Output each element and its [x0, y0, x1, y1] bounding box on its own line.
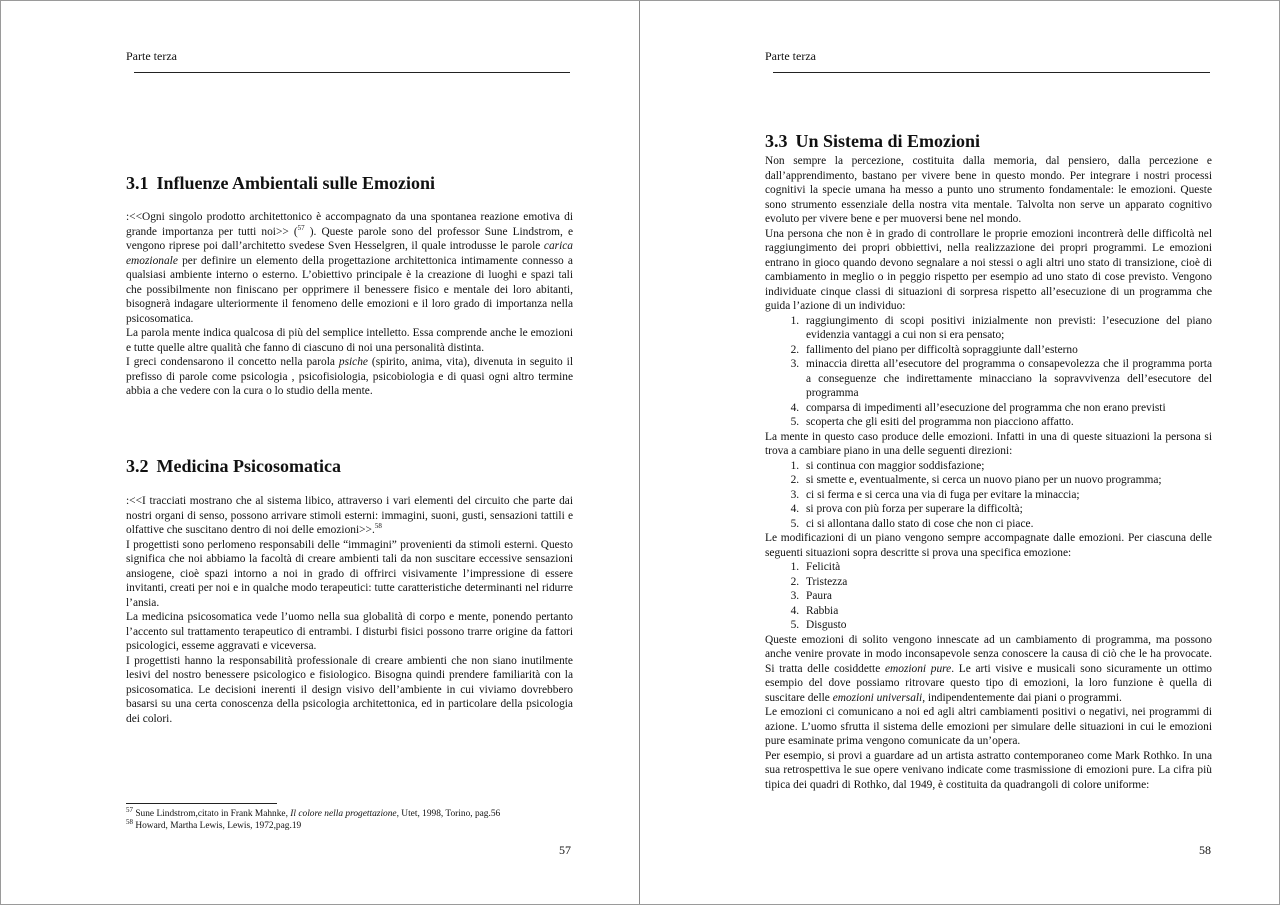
section-title: Medicina Psicosomatica	[156, 456, 341, 476]
section-3-2-body	[126, 494, 573, 726]
list-item: 2. si smette e, eventualmente, si cerca un nuovo piano per un nuovo programma;	[802, 473, 1212, 488]
section-number: 3.2	[126, 456, 149, 476]
section-title: Influenze Ambientali sulle Emozioni	[156, 173, 436, 193]
section-heading-3-2	[126, 456, 341, 477]
text: :<<I tracciati mostrano che al sistema libico, attraverso i vari elementi del circuito che parte dai nostri organi di senso, possono arrivare stimoli esterni: immagini, suoni, gusti, sensazioni tattili e olfattive che suscitano dentro di noi delle emozioni>>.	[126, 495, 573, 536]
list-item: 3. minaccia diretta all’esecutore del programma o consapevolezza che il programma porta a conseguenze che indirettamente minacciano la sopravvivenza dell’esecutore del programma	[802, 357, 1212, 401]
header-rule	[773, 72, 1210, 73]
footnotes	[126, 805, 501, 832]
footnote-ref[interactable]: 58	[374, 522, 382, 531]
section-3-1-body	[126, 210, 573, 399]
list-item: 4. comparsa di impedimenti all’esecuzione del programma che non erano previsti	[802, 401, 1212, 416]
paragraph	[126, 355, 573, 399]
text: , Utet, 1998, Torino, pag.56	[396, 809, 501, 819]
list-item: 3. Paura	[802, 589, 1212, 604]
paragraph: La mente in questo caso produce delle emozioni. Infatti in una di queste situazioni la persona si trova a cambiare piano in una delle seguenti direzioni:	[765, 430, 1212, 457]
footnote-number: 58	[126, 817, 133, 826]
emphasis: emozioni universali	[832, 691, 923, 704]
paragraph: I progettisti sono perlomeno responsabili delle “immagini” provenienti da stimoli esterni. Questo significa che noi abbiamo la facoltà di creare ambienti tali da non suscitare eccessive sensazioni ansiogene, cioè spazi intorno a noi in grado di offrirci visivamente l’impressione di essere invitanti, creati per noi e in qualche modo terapeutici: tutte caratteristiche determinanti nel ridurre l’ansia.	[126, 538, 573, 609]
paragraph	[126, 210, 573, 326]
text: (spirito, anima, vita), divenuta in seguito il prefisso di parole come psicologia , psicofisiologia, psicobiologia e di quasi ogni altro termine abbia a che vedere con la cura o lo studio della mente.	[126, 356, 573, 397]
text: :<<Ogni singolo prodotto architettonico è accompagnato da una spontanea reazione emotiva di grande importanza per tutti noi>> (	[126, 211, 573, 238]
emphasis: Il colore nella progettazione	[290, 809, 397, 819]
text: ). Queste parole sono del professor Sune Lindstrom, e vengono riprese poi dall’architetto svedese Sven Hesselgren, il quale introdusse le parole	[126, 225, 573, 252]
text: Queste emozioni di solito vengono innescate ad un cambiamento di programma, ma possono anche venire provate in modo inconsapevole senza conoscere la causa di ciò che le ha provocate. Si tratta delle cosiddette	[765, 633, 1212, 675]
text: Sune Lindstrom,citato in Frank Mahnke,	[133, 809, 291, 819]
list-item: 4. si prova con più forza per superare la difficoltà;	[802, 502, 1212, 517]
footnote-ref[interactable]: 57	[297, 223, 305, 232]
emotions-list	[765, 560, 1212, 633]
emphasis: carica emozionale	[126, 240, 573, 267]
section-title: Un Sistema di Emozioni	[795, 131, 981, 151]
text: . Le arti visive e musicali sono sicuramente un ottimo esempio del dove possiamo ritrovare questo tipo di emozioni, la loro funzione è quella di suscitare delle	[765, 662, 1213, 704]
list-item: 1. si continua con maggior soddisfazione;	[802, 459, 1212, 474]
right-page	[640, 0, 1280, 905]
paragraph: La parola mente indica qualcosa di più del semplice intelletto. Essa comprende anche le emozioni e tutte quelle altre qualità che fanno di ciascuno di noi una personalità distinta.	[126, 327, 573, 354]
footnote-number: 57	[126, 805, 133, 814]
section-number: 3.1	[126, 173, 149, 193]
paragraph: Le modificazioni di un piano vengono sempre accompagnate dalle emozioni. Per ciascuna delle seguenti situazioni sopra descritte si prova una specifica emozione:	[765, 532, 1212, 559]
list-item: 2. fallimento del piano per difficoltà sopraggiunte dall’esterno	[802, 343, 1212, 358]
paragraph: Per esempio, si provi a guardare ad un artista astratto contemporaneo come Mark Rothko. In una sua retrospettiva le sue opere venivano indicate come trasmissione di emozioni pure. La cifra più tipica dei quadri di Rothko, dal 1949, è costituita da quadrangoli di colore uniforme:	[765, 749, 1212, 791]
footnote-rule	[126, 803, 277, 804]
paragraph: La medicina psicosomatica vede l’uomo nella sua globalità di corpo e mente, ponendo pertanto l’accento sul trattamento terapeutico di entrambi. I disturbi fisici possono trarre origine da fattori psicologici, esseme aggravati e viceversa.	[126, 611, 573, 652]
page-number: 58	[1199, 843, 1211, 857]
paragraph	[765, 633, 1212, 706]
footnote-57	[126, 805, 501, 821]
paragraph: Le emozioni ci comunicano a noi ed agli altri cambiamenti positivi o negativi, nei programmi di azione. L’uomo sfrutta il sistema delle emozioni per simulare delle situazioni in cui le emozioni pure esaminate prima vengono comunicate da un’opera.	[765, 706, 1212, 747]
text: Howard, Martha Lewis, Lewis, 1972,pag.19	[133, 820, 302, 831]
section-number: 3.3	[765, 131, 788, 151]
list-item: 4. Rabbia	[802, 604, 1212, 619]
section-heading-3-1	[126, 173, 435, 194]
footnote-58	[126, 817, 500, 833]
header-rule	[134, 72, 570, 73]
text: per definire un elemento della progettazione architettonica intimamente connesso a qualsiasi ambiente interno o esterno. L’obiettivo principale è la creazione di luoghi e spazi tali che possibilmente non finiscano per opprimere il benessere fisico e mentale dei loro abitanti, bisognerà indagare ulteriormente il fenomeno delle emozioni e il loro grado di importanza nella psicosomatica.	[126, 254, 573, 325]
text: , indipendentemente dai piani o programmi.	[922, 691, 1122, 704]
section-3-3-body	[765, 154, 1212, 792]
list-item: 3. ci si ferma e si cerca una via di fuga per evitare la minaccia;	[802, 488, 1212, 503]
paragraph: I progettisti hanno la responsabilità professionale di creare ambienti che non siano inutilmente lesivi del nostro benessere psicologico e fisiologico. Bisogna quindi prendere familiarità con la psicosomatica. Le decisioni inerenti il design visivo dell’ambiente in cui viviamo dovrebbero basarsi su una certa conoscenza della psicologia architettonica, ed in particolare della psicologia dei colori.	[126, 654, 573, 725]
situations-list	[765, 314, 1212, 430]
list-item: 1. raggiungimento di scopi positivi inizialmente non previsti: l’esecuzione del piano evidenzia vantaggi a cui non si era pensato;	[802, 314, 1212, 343]
directions-list	[765, 459, 1212, 532]
list-item: 5. Disgusto	[802, 618, 1212, 633]
list-item: 1. Felicità	[802, 560, 1212, 575]
list-item: 2. Tristezza	[802, 575, 1212, 590]
list-item: 5. scoperta che gli esiti del programma non piacciono affatto.	[802, 415, 1212, 430]
page-number: 57	[559, 843, 571, 857]
emphasis: emozioni pure	[884, 662, 952, 675]
paragraph	[126, 494, 573, 538]
text: I greci condensarono il concetto nella parola	[126, 356, 339, 368]
running-head: Parte terza	[126, 49, 177, 63]
section-heading-3-3	[765, 131, 980, 152]
paragraph: Una persona che non è in grado di controllare le proprie emozioni incontrerà delle difficoltà nel raggiungimento dei propri obbiettivi, nella realizzazione dei propri programmi. Le emozioni entrano in gioco quando devono segnalare a noi stessi o agli altri uno stato di transizione, cioè di cambiamento in meglio o in peggio rispetto per esempio ad uno stato di cose previsto. Vengono individuate cinque classi di situazioni di sorpresa rispetto all’esecuzione di un programma che guida l’azione di un individuo:	[765, 227, 1212, 312]
paragraph: Non sempre la percezione, costituita dalla memoria, dal pensiero, dalla percezione e dall’apprendimento, bastano per vivere bene in questo mondo. Per integrare i nostri processi cognitivi la specie umana ha messo a punto uno strumento fondamentale: le emozioni. Queste sono strumento essenziale della nostra vita mentale. Talvolta non serve un apparato cognitivo evoluto per vivere bene e per muoversi bene nel mondo.	[765, 155, 1212, 225]
running-head: Parte terza	[765, 49, 816, 63]
emphasis: psiche	[338, 356, 368, 368]
list-item: 5. ci si allontana dallo stato di cose che non ci piace.	[802, 517, 1212, 532]
